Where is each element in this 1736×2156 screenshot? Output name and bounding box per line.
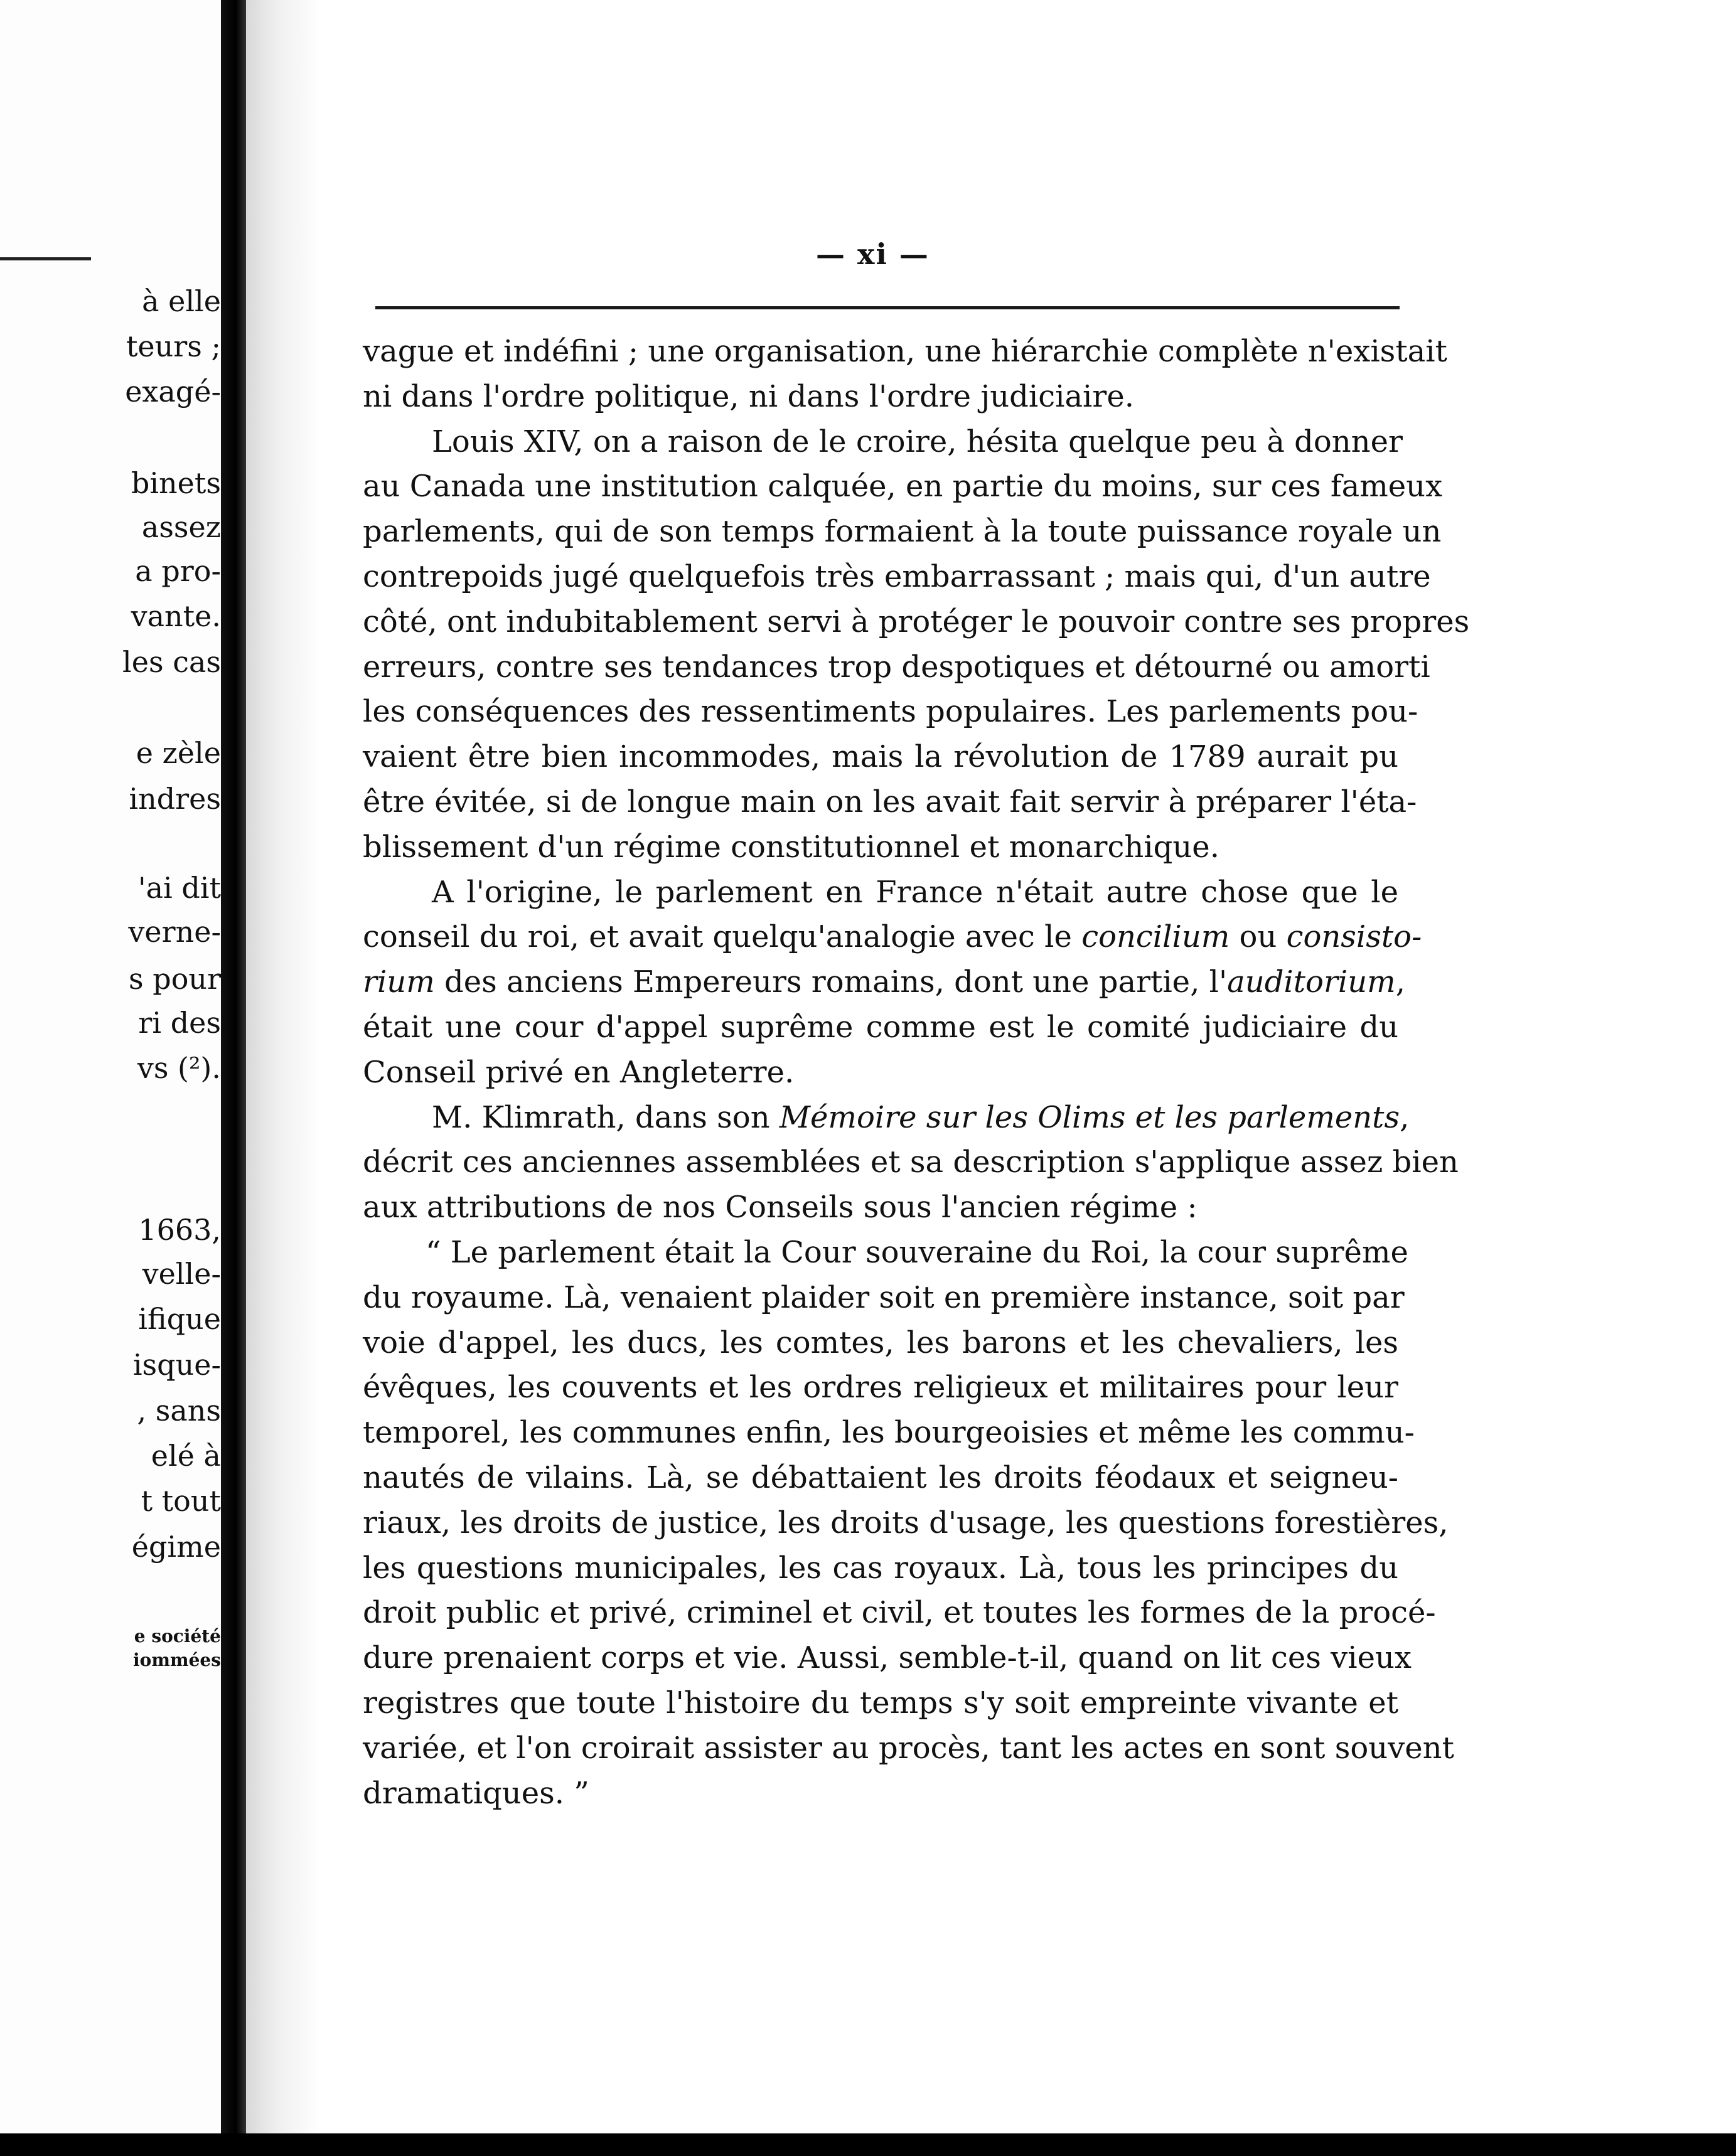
- text-line: décrit ces anciennes assemblées et sa description s'applique assez bien: [363, 1145, 1459, 1180]
- text-line: dramatiques. ”: [363, 1775, 589, 1811]
- text-line: M. Klimrath, dans son Mémoire sur les Olims et les parlements,: [432, 1099, 1410, 1135]
- text-line: les conséquences des ressentiments populaires. Les parlements pou-: [363, 694, 1418, 730]
- scan-bottom-edge: [0, 2133, 1736, 2156]
- text-line: du royaume. Là, venaient plaider soit en première instance, soit par: [363, 1279, 1405, 1315]
- text-line: nautés de vilains. Là, se débattaient les droits féodaux et seigneu-: [363, 1460, 1398, 1495]
- paragraph: [363, 329, 1447, 420]
- facing-page-line: isque-: [132, 1348, 221, 1382]
- facing-page-line: s pour: [129, 962, 221, 996]
- facing-page-line: vante.: [131, 599, 221, 633]
- facing-page-line: 'ai dit: [137, 871, 221, 905]
- facing-page-line: ifique: [138, 1302, 221, 1336]
- paragraph: [363, 870, 1422, 1096]
- text-line: contrepoids jugé quelquefois très embarrassant ; mais qui, d'un autre: [363, 558, 1431, 594]
- text-line: erreurs, contre ses tendances trop despotiques et détourné ou amorti: [363, 649, 1430, 685]
- facing-page-line: les cas: [122, 645, 221, 679]
- paragraph: [363, 1096, 1459, 1230]
- text-line: évêques, les couvents et les ordres religieux et militaires pour leur: [363, 1370, 1398, 1406]
- facing-page-line: ri des: [138, 1006, 221, 1040]
- facing-page-line: exagé-: [125, 375, 221, 408]
- text-line: Conseil privé en Angleterre.: [363, 1054, 795, 1090]
- book-gutter: [221, 0, 246, 2156]
- facing-page-line: t tout: [141, 1484, 221, 1518]
- text-line: vague et indéfini ; une organisation, une hiérarchie complète n'existait: [363, 334, 1447, 369]
- text-line: vaient être bien incommodes, mais la révolution de 1789 aurait pu: [363, 739, 1398, 775]
- facing-page-line: binets: [131, 466, 221, 500]
- facing-page-line: verne-: [128, 915, 221, 949]
- facing-page-line: velle-: [142, 1257, 221, 1291]
- text-line: côté, ont indubitablement servi à protéger le pouvoir contre ses propres: [363, 604, 1470, 639]
- facing-page-line: , sans: [137, 1394, 221, 1428]
- facing-page-line: 1663,: [138, 1213, 221, 1247]
- facing-page-rule: [0, 257, 91, 260]
- text-line: au Canada une institution calquée, en partie du moins, sur ces fameux: [363, 469, 1443, 504]
- text-line: A l'origine, le parlement en France n'était autre chose que le: [432, 874, 1398, 910]
- facing-page-footnote: e société: [134, 1626, 221, 1646]
- text-line: être évitée, si de longue main on les avait fait servir à préparer l'éta-: [363, 784, 1417, 819]
- text-line: riaux, les droits de justice, les droits d'usage, les questions forestières,: [363, 1505, 1449, 1540]
- facing-page-line: a pro-: [135, 554, 221, 588]
- text-line: les questions municipales, les cas royaux. Là, tous les principes du: [363, 1550, 1398, 1586]
- facing-page-line: égime: [131, 1530, 221, 1564]
- paragraph: [363, 420, 1470, 870]
- text-line: temporel, les communes enfin, les bourgeoisies et même les commu-: [363, 1415, 1415, 1451]
- text-line: Louis XIV, on a raison de le croire, hésita quelque peu à donner: [432, 424, 1403, 459]
- facing-page-fragment: [0, 0, 221, 2156]
- text-line: blissement d'un régime constitutionnel et monarchique.: [363, 829, 1219, 865]
- text-line: voie d'appel, les ducs, les comtes, les barons et les chevaliers, les: [363, 1325, 1398, 1360]
- text-line: registres que toute l'histoire du temps s'y soit empreinte vivante et: [363, 1685, 1398, 1721]
- header-rule: [375, 306, 1400, 309]
- text-line: parlements, qui de son temps formaient à la toute puissance royale un: [363, 514, 1442, 550]
- gutter-shadow: [246, 0, 321, 2156]
- text-line: “ Le parlement était la Cour souveraine du Roi, la cour suprême: [426, 1234, 1408, 1270]
- facing-page-footnote: iommées: [133, 1650, 221, 1670]
- text-line: rium des anciens Empereurs romains, dont une partie, l'auditorium,: [363, 964, 1405, 1000]
- paragraph: [363, 1230, 1454, 1816]
- facing-page-line: vs (²).: [137, 1051, 221, 1085]
- facing-page-line: e zèle: [136, 736, 221, 770]
- text-line: ni dans l'ordre politique, ni dans l'ordre judiciaire.: [363, 378, 1135, 414]
- facing-page-line: teurs ;: [126, 329, 221, 363]
- facing-page-line: elé à: [151, 1439, 221, 1473]
- text-line: conseil du roi, et avait quelqu'analogie avec le concilium ou consisto-: [363, 919, 1422, 955]
- text-line: était une cour d'appel suprême comme est le comité judiciaire du: [363, 1009, 1398, 1045]
- text-line: variée, et l'on croirait assister au procès, tant les actes en sont souvent: [363, 1730, 1454, 1766]
- facing-page-line: à elle: [142, 284, 221, 318]
- facing-page-line: indres: [129, 782, 221, 816]
- text-line: dure prenaient corps et vie. Aussi, semble-t-il, quand on lit ces vieux: [363, 1640, 1412, 1676]
- facing-page-line: assez: [141, 510, 221, 544]
- page-number: — xi —: [816, 237, 930, 271]
- text-line: aux attributions de nos Conseils sous l'ancien régime :: [363, 1190, 1198, 1225]
- text-line: droit public et privé, criminel et civil, et toutes les formes de la procé-: [363, 1595, 1436, 1631]
- body-text: [363, 329, 1470, 1816]
